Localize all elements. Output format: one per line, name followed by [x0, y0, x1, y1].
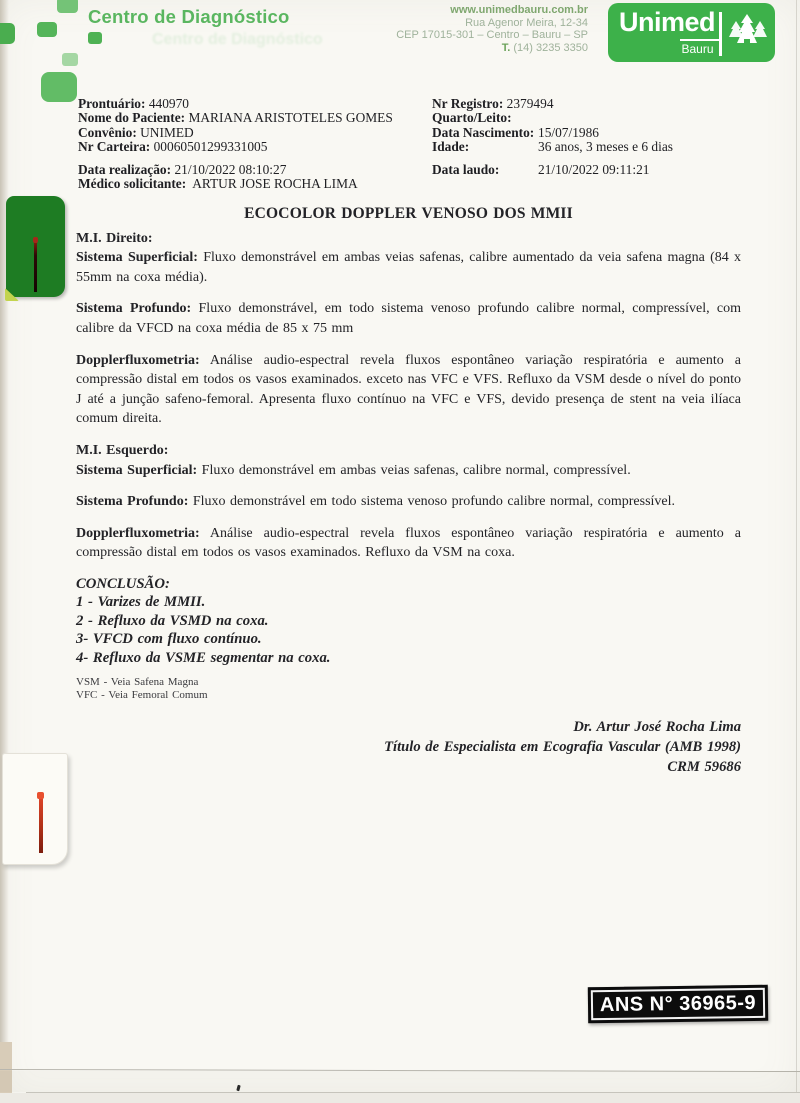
- patient-field: Idade: 36 anos, 3 meses e 6 dias: [432, 139, 673, 155]
- green-index-tab: [6, 196, 65, 297]
- logo-divider: [719, 12, 722, 56]
- patient-field: Médico solicitante: ARTUR JOSE ROCHA LIMA: [78, 176, 358, 192]
- header-contact-block: [396, 4, 588, 54]
- phone-line: [396, 42, 588, 55]
- patient-field: Prontuário: 440970: [78, 96, 189, 111]
- stacked-page-shade: [0, 1093, 800, 1103]
- logo-city-label: Bauru: [681, 42, 714, 56]
- logo-underline: [680, 39, 719, 41]
- physician-crm: CRM 59686: [667, 759, 741, 776]
- section-heading: M.I. Esquerdo:: [76, 442, 169, 458]
- staple-mark-tip: [37, 792, 44, 799]
- abbreviation-glossary: [76, 676, 741, 701]
- white-index-tab: [2, 753, 68, 865]
- green-square-deco: [57, 0, 78, 13]
- patient-field: Data realização: 21/10/2022 08:10:27: [78, 161, 287, 177]
- report-paragraph: Sistema Profundo: Fluxo demonstrável em todo sistema venoso profundo calibre normal, compressível.: [76, 494, 676, 510]
- green-square-deco: [62, 53, 78, 66]
- conclusion-item: 3- VFCD com fluxo contínuo.: [76, 631, 262, 648]
- patient-field: Nr Carteira: 00060501299331005: [78, 139, 268, 155]
- report-paragraph: Sistema Superficial: Fluxo demonstrável em ambas veias safenas, calibre aumentado da veia safena magna (84 x 55mm na coxa média).: [76, 250, 742, 285]
- page-left-edge: [0, 0, 9, 1103]
- patient-field: Data laudo: 21/10/2022 09:11:21: [432, 161, 650, 177]
- patient-info-right: [432, 97, 762, 177]
- glossary-line: VFC - Veia Femoral Comum: [76, 689, 208, 701]
- unimed-logo: [608, 3, 775, 62]
- page-right-edge: [796, 0, 797, 1103]
- unimed-trees-icon: [727, 13, 769, 45]
- report-paragraph: Sistema Profundo: Fluxo demonstrável, em todo sistema venoso profundo calibre normal, compressível, com calibre da VFCD na coxa média de 85 x 75 mm: [76, 301, 742, 336]
- address-line1: Rua Agenor Meira, 12-34: [465, 16, 588, 29]
- report-paragraph: Sistema Superficial: Fluxo demonstrável em ambas veias safenas, calibre normal, compressível.: [76, 462, 631, 478]
- unimed-wordmark: Unimed: [619, 7, 716, 37]
- conclusion-heading: CONCLUSÃO:: [76, 575, 170, 592]
- patient-info-left: [78, 97, 423, 191]
- glossary-line: VSM - Veia Safena Magna: [76, 676, 199, 689]
- report-paragraph: Dopplerfluxometria: Análise audio-espectral revela fluxos espontâneo variação respiratória e aumento a compressão distal em todos os vasos examinados. Refluxo da VSM na coxa.: [76, 525, 741, 561]
- physician-credentials: Título de Especialista em Ecografia Vascular (AMB 1998): [384, 739, 741, 755]
- ans-number-plate: [588, 985, 768, 1024]
- phone-number: (14) 3235 3350: [513, 41, 588, 54]
- green-square-deco: [37, 22, 57, 37]
- phone-label: T.: [501, 41, 511, 54]
- patient-field: Nome do Paciente: MARIANA ARISTOTELES GOMES: [78, 110, 393, 126]
- tab-corner-wedge: [5, 288, 19, 301]
- staple-mark: [39, 795, 43, 853]
- green-square-deco: [41, 72, 77, 102]
- report-title: ECOCOLOR DOPPLER VENOSO DOS MMII: [244, 205, 573, 222]
- staple-mark-tip: [33, 237, 38, 243]
- clinic-title-ghost: Centro de Diagnóstico: [152, 31, 323, 48]
- stacked-page-shade: [0, 1071, 800, 1092]
- website-text: www.unimedbauru.com.br: [450, 4, 588, 16]
- patient-field: Quarto/Leito:: [432, 110, 512, 126]
- report-paragraph: Dopplerfluxometria: Análise audio-espectral revela fluxos espontâneo variação respiratória e aumento a compressão distal em todos os vasos examinados. exceto nas VFC e VFS. Refluxo da VSM desde o nível do ponto J até a junção safeno-femoral. Apresenta fluxo contínuo na VFC e VFS, devido presença de stent na veia ilíaca comum direita.: [76, 352, 741, 427]
- conclusion-item: 4- Refluxo da VSME segmentar na coxa.: [76, 649, 331, 666]
- staple-mark: [34, 240, 37, 292]
- conclusion-item: 1 - Varizes de MMII.: [76, 594, 206, 611]
- conclusion-item: 2 - Refluxo da VSMD na coxa.: [76, 612, 269, 629]
- clinic-title: Centro de Diagnóstico: [88, 6, 290, 27]
- patient-field: Convênio: UNIMED: [78, 124, 194, 140]
- patient-field: Data Nascimento: 15/07/1986: [432, 124, 600, 140]
- address-line2: CEP 17015-301 – Centro – Bauru – SP: [396, 29, 588, 42]
- green-square-deco: [88, 32, 102, 44]
- section-heading: M.I. Direito:: [76, 230, 153, 246]
- green-square-deco: [0, 23, 15, 44]
- physician-name: Dr. Artur José Rocha Lima: [573, 718, 741, 735]
- report-body: [76, 204, 741, 778]
- patient-field: Nr Registro: 2379494: [432, 96, 554, 111]
- physician-signature-block: [76, 717, 741, 778]
- ans-number-text: ANS N° 36965-9: [599, 991, 757, 1016]
